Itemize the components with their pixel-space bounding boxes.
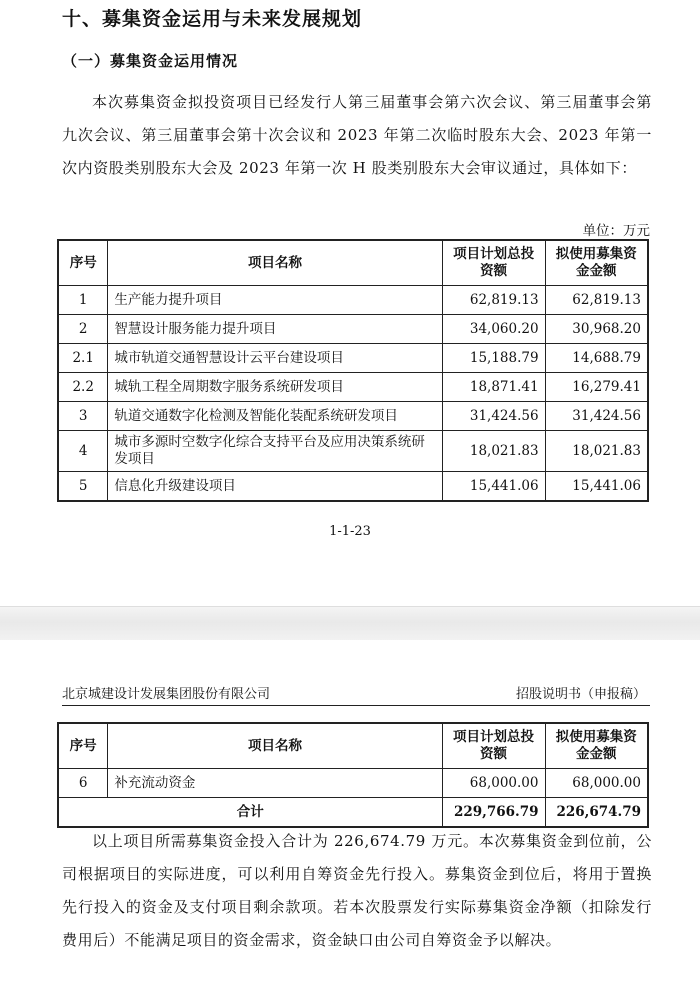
header-total: 项目计划总投资额 — [442, 723, 545, 769]
table-header-row — [58, 723, 648, 769]
header-name: 项目名称 — [108, 240, 442, 286]
cell-no: 2.1 — [58, 344, 108, 373]
header-no: 序号 — [58, 240, 108, 286]
cell-name: 生产能力提升项目 — [108, 286, 442, 315]
cell-raised: 62,819.13 — [545, 286, 648, 315]
table-row — [58, 315, 648, 344]
table-row — [58, 431, 648, 472]
table-row — [58, 769, 648, 798]
fund-usage-table — [57, 239, 649, 502]
subsection-title: （一）募集资金运用情况 — [62, 52, 239, 70]
cell-total: 34,060.20 — [442, 315, 545, 344]
cell-raised: 16,279.41 — [545, 373, 648, 402]
total-raised: 226,674.79 — [545, 798, 648, 828]
cell-no: 2.2 — [58, 373, 108, 402]
cell-total: 18,871.41 — [442, 373, 545, 402]
fund-usage-table-continued — [57, 722, 649, 828]
running-header — [62, 683, 650, 706]
cell-raised: 18,021.83 — [545, 431, 648, 472]
cell-no: 4 — [58, 431, 108, 472]
total-label: 合计 — [58, 798, 442, 828]
header-raised: 拟使用募集资金金额 — [545, 240, 648, 286]
cell-name: 城轨工程全周期数字服务系统研发项目 — [108, 373, 442, 402]
header-no: 序号 — [58, 723, 108, 769]
header-name: 项目名称 — [108, 723, 442, 769]
table-row — [58, 472, 648, 502]
cell-total: 62,819.13 — [442, 286, 545, 315]
cell-no: 3 — [58, 402, 108, 431]
unit-label: 单位：万元 — [582, 223, 650, 239]
closing-paragraph: 以上项目所需募集资金投入合计为 226,674.79 万元。本次募集资金到位前，公司根据项目的实际进度，可以利用自筹资金先行投入。募集资金到位后，将用于置换先行投入的资金及支付项目剩余款项。若本次股票发行实际募集资金净额（扣除发行费用后）不能满足项目的资金需求，资金缺口由公司自筹资金予以解决。 — [62, 832, 652, 949]
cell-name: 智慧设计服务能力提升项目 — [108, 315, 442, 344]
table-header-row — [58, 240, 648, 286]
cell-no: 1 — [58, 286, 108, 315]
cell-raised: 14,688.79 — [545, 344, 648, 373]
table-row — [58, 402, 648, 431]
cell-no: 6 — [58, 769, 108, 798]
intro-paragraph: 本次募集资金拟投资项目已经发行人第三届董事会第六次会议、第三届董事会第九次会议、第三届董事会第十次会议和 2023 年第二次临时股东大会、2023 年第一次内资股类别股东大会及 2023 年第一次 H 股类别股东大会审议通过，具体如下： — [62, 93, 652, 177]
header-total: 项目计划总投资额 — [442, 240, 545, 286]
header-document-title: 招股说明书（申报稿） — [515, 687, 646, 702]
table-row — [58, 344, 648, 373]
cell-name: 城市多源时空数字化综合支持平台及应用决策系统研发项目 — [108, 431, 442, 472]
cell-total: 68,000.00 — [442, 769, 545, 798]
cell-total: 15,188.79 — [442, 344, 545, 373]
header-raised: 拟使用募集资金金额 — [545, 723, 648, 769]
cell-raised: 68,000.00 — [545, 769, 648, 798]
cell-name: 轨道交通数字化检测及智能化装配系统研发项目 — [108, 402, 442, 431]
table-row — [58, 286, 648, 315]
header-company: 北京城建设计发展集团股份有限公司 — [62, 687, 271, 702]
cell-name: 补充流动资金 — [108, 769, 442, 798]
cell-raised: 31,424.56 — [545, 402, 648, 431]
cell-raised: 15,441.06 — [545, 472, 648, 502]
cell-total: 18,021.83 — [442, 431, 545, 472]
table-row — [58, 373, 648, 402]
cell-name: 城市轨道交通智慧设计云平台建设项目 — [108, 344, 442, 373]
cell-no: 2 — [58, 315, 108, 344]
page-number: 1-1-23 — [329, 524, 371, 539]
cell-total: 15,441.06 — [442, 472, 545, 502]
page-separator — [0, 606, 700, 642]
cell-name: 信息化升级建设项目 — [108, 472, 442, 502]
cell-total: 31,424.56 — [442, 402, 545, 431]
total-amount: 229,766.79 — [442, 798, 545, 828]
total-row — [58, 798, 648, 828]
section-title: 十、募集资金运用与未来发展规划 — [62, 8, 363, 30]
cell-no: 5 — [58, 472, 108, 502]
cell-raised: 30,968.20 — [545, 315, 648, 344]
